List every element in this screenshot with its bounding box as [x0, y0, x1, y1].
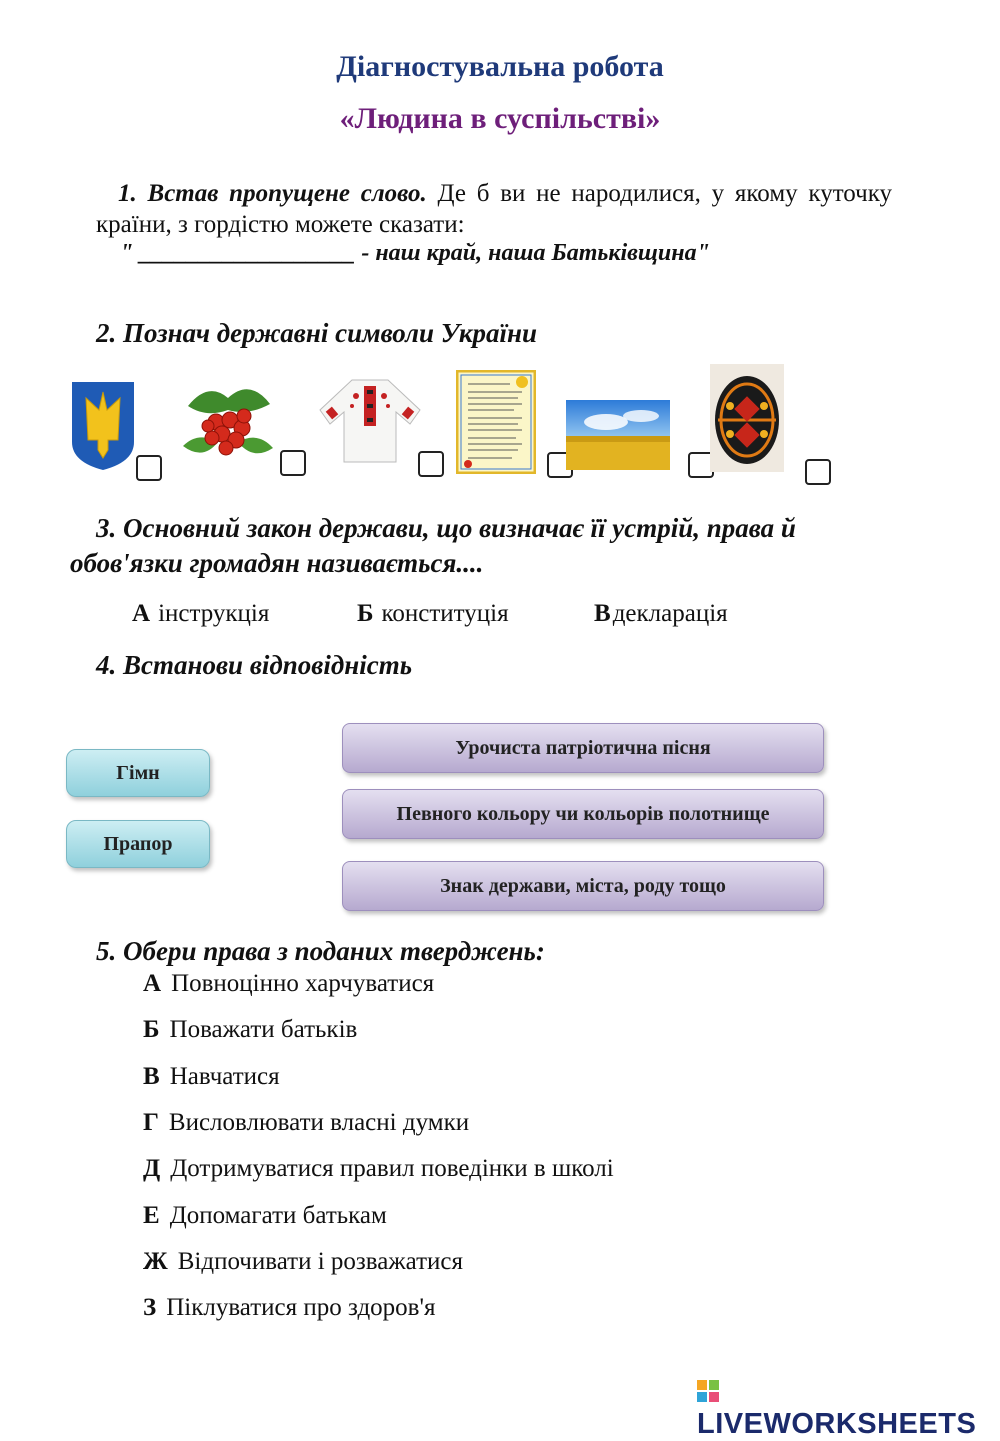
q1-number: 1. — [118, 180, 137, 207]
q4-prompt: 4. Встанови відповідність — [96, 650, 413, 680]
q5-item[interactable] — [143, 1016, 357, 1044]
viburnum-image — [178, 376, 278, 472]
checkbox-shirt[interactable] — [418, 451, 444, 477]
q3-option-c-text: декларація — [612, 600, 728, 627]
match-right-2[interactable]: Певного кольору чи кольорів полотнище — [342, 789, 824, 839]
checkbox-pysanka[interactable] — [805, 459, 831, 485]
page-subtitle: «Людина в суспільстві» — [339, 102, 661, 135]
q3-prompt-line1: 3. Основний закон держави, що визначає її устрій, права й — [96, 513, 796, 543]
q5-item[interactable] — [143, 1063, 280, 1091]
q5-item-text: Піклуватися про здоров'я — [166, 1294, 436, 1321]
pysanka-image — [710, 364, 784, 472]
match-left-flag[interactable]: Прапор — [66, 820, 210, 868]
q5-item[interactable] — [143, 1294, 435, 1322]
coat-of-arms-image — [70, 380, 136, 472]
q2-prompt: 2. Познач державні символи України — [96, 318, 538, 348]
q3-option-a[interactable] — [132, 600, 269, 628]
q5-item-letter: А — [143, 970, 162, 997]
q5-item[interactable] — [143, 1202, 387, 1230]
page-title: Діагностувальна робота — [336, 50, 664, 83]
q5-item-letter: Г — [143, 1109, 159, 1136]
q5-prompt: 5. Обери права з поданих тверджень: — [96, 936, 545, 966]
match-left-anthem[interactable]: Гімн — [66, 749, 210, 797]
q1-text: Де б ви не народилися, у якому куточку країни, з гордістю можете сказати: — [96, 180, 893, 238]
q5-item-text: Відпочивати і розважатися — [177, 1248, 464, 1275]
q3-option-c[interactable] — [594, 600, 728, 628]
question-1 — [96, 178, 892, 240]
q5-item-text: Висловлювати власні думки — [168, 1109, 470, 1136]
q3-option-b[interactable] — [357, 600, 509, 628]
q5-item-letter: З — [143, 1294, 157, 1321]
match-right-1[interactable]: Урочиста патріотична пісня — [342, 723, 824, 773]
q5-item[interactable] — [143, 970, 434, 998]
q3-option-c-letter: В — [594, 600, 611, 627]
embroidered-shirt-image — [316, 376, 424, 464]
q5-item-letter: Д — [143, 1155, 161, 1182]
q1-prompt: Встав пропущене слово. — [147, 180, 427, 207]
q3-prompt-line2: обов'язки громадян називається.... — [70, 548, 484, 578]
q5-item[interactable] — [143, 1248, 463, 1276]
q3-option-b-letter: Б — [357, 600, 374, 627]
q5-item-letter: Е — [143, 1202, 160, 1229]
q5-item[interactable] — [143, 1155, 614, 1183]
q3-option-b-text: конституція — [381, 600, 509, 627]
match-right-3[interactable]: Знак держави, міста, роду тощо — [342, 861, 824, 911]
q5-item[interactable] — [143, 1109, 469, 1137]
liveworksheets-brand: LIVEWORKSHEETS — [697, 1408, 977, 1440]
q5-item-text: Допомагати батькам — [169, 1202, 387, 1229]
q5-item-letter: Б — [143, 1016, 160, 1043]
q5-item-text: Навчатися — [169, 1063, 280, 1090]
q5-item-text: Повноцінно харчуватися — [171, 970, 435, 997]
q5-item-text: Поважати батьків — [169, 1016, 358, 1043]
liveworksheets-logo — [697, 1375, 1000, 1441]
q1-blank-line[interactable]: " __________________ - наш край, наша Батьківщина" — [120, 240, 710, 266]
anthem-text-image — [456, 370, 536, 474]
q5-item-letter: Ж — [143, 1248, 168, 1275]
flag-field-image — [566, 400, 670, 470]
q5-item-letter: В — [143, 1063, 160, 1090]
checkbox-viburnum[interactable] — [280, 450, 306, 476]
q3-option-a-text: інструкція — [158, 600, 270, 627]
checkbox-coat-of-arms[interactable] — [136, 455, 162, 481]
q3-option-a-letter: А — [132, 600, 151, 627]
q5-item-text: Дотримуватися правил поведінки в школі — [170, 1155, 614, 1182]
liveworksheets-logo-icon — [697, 1380, 719, 1402]
